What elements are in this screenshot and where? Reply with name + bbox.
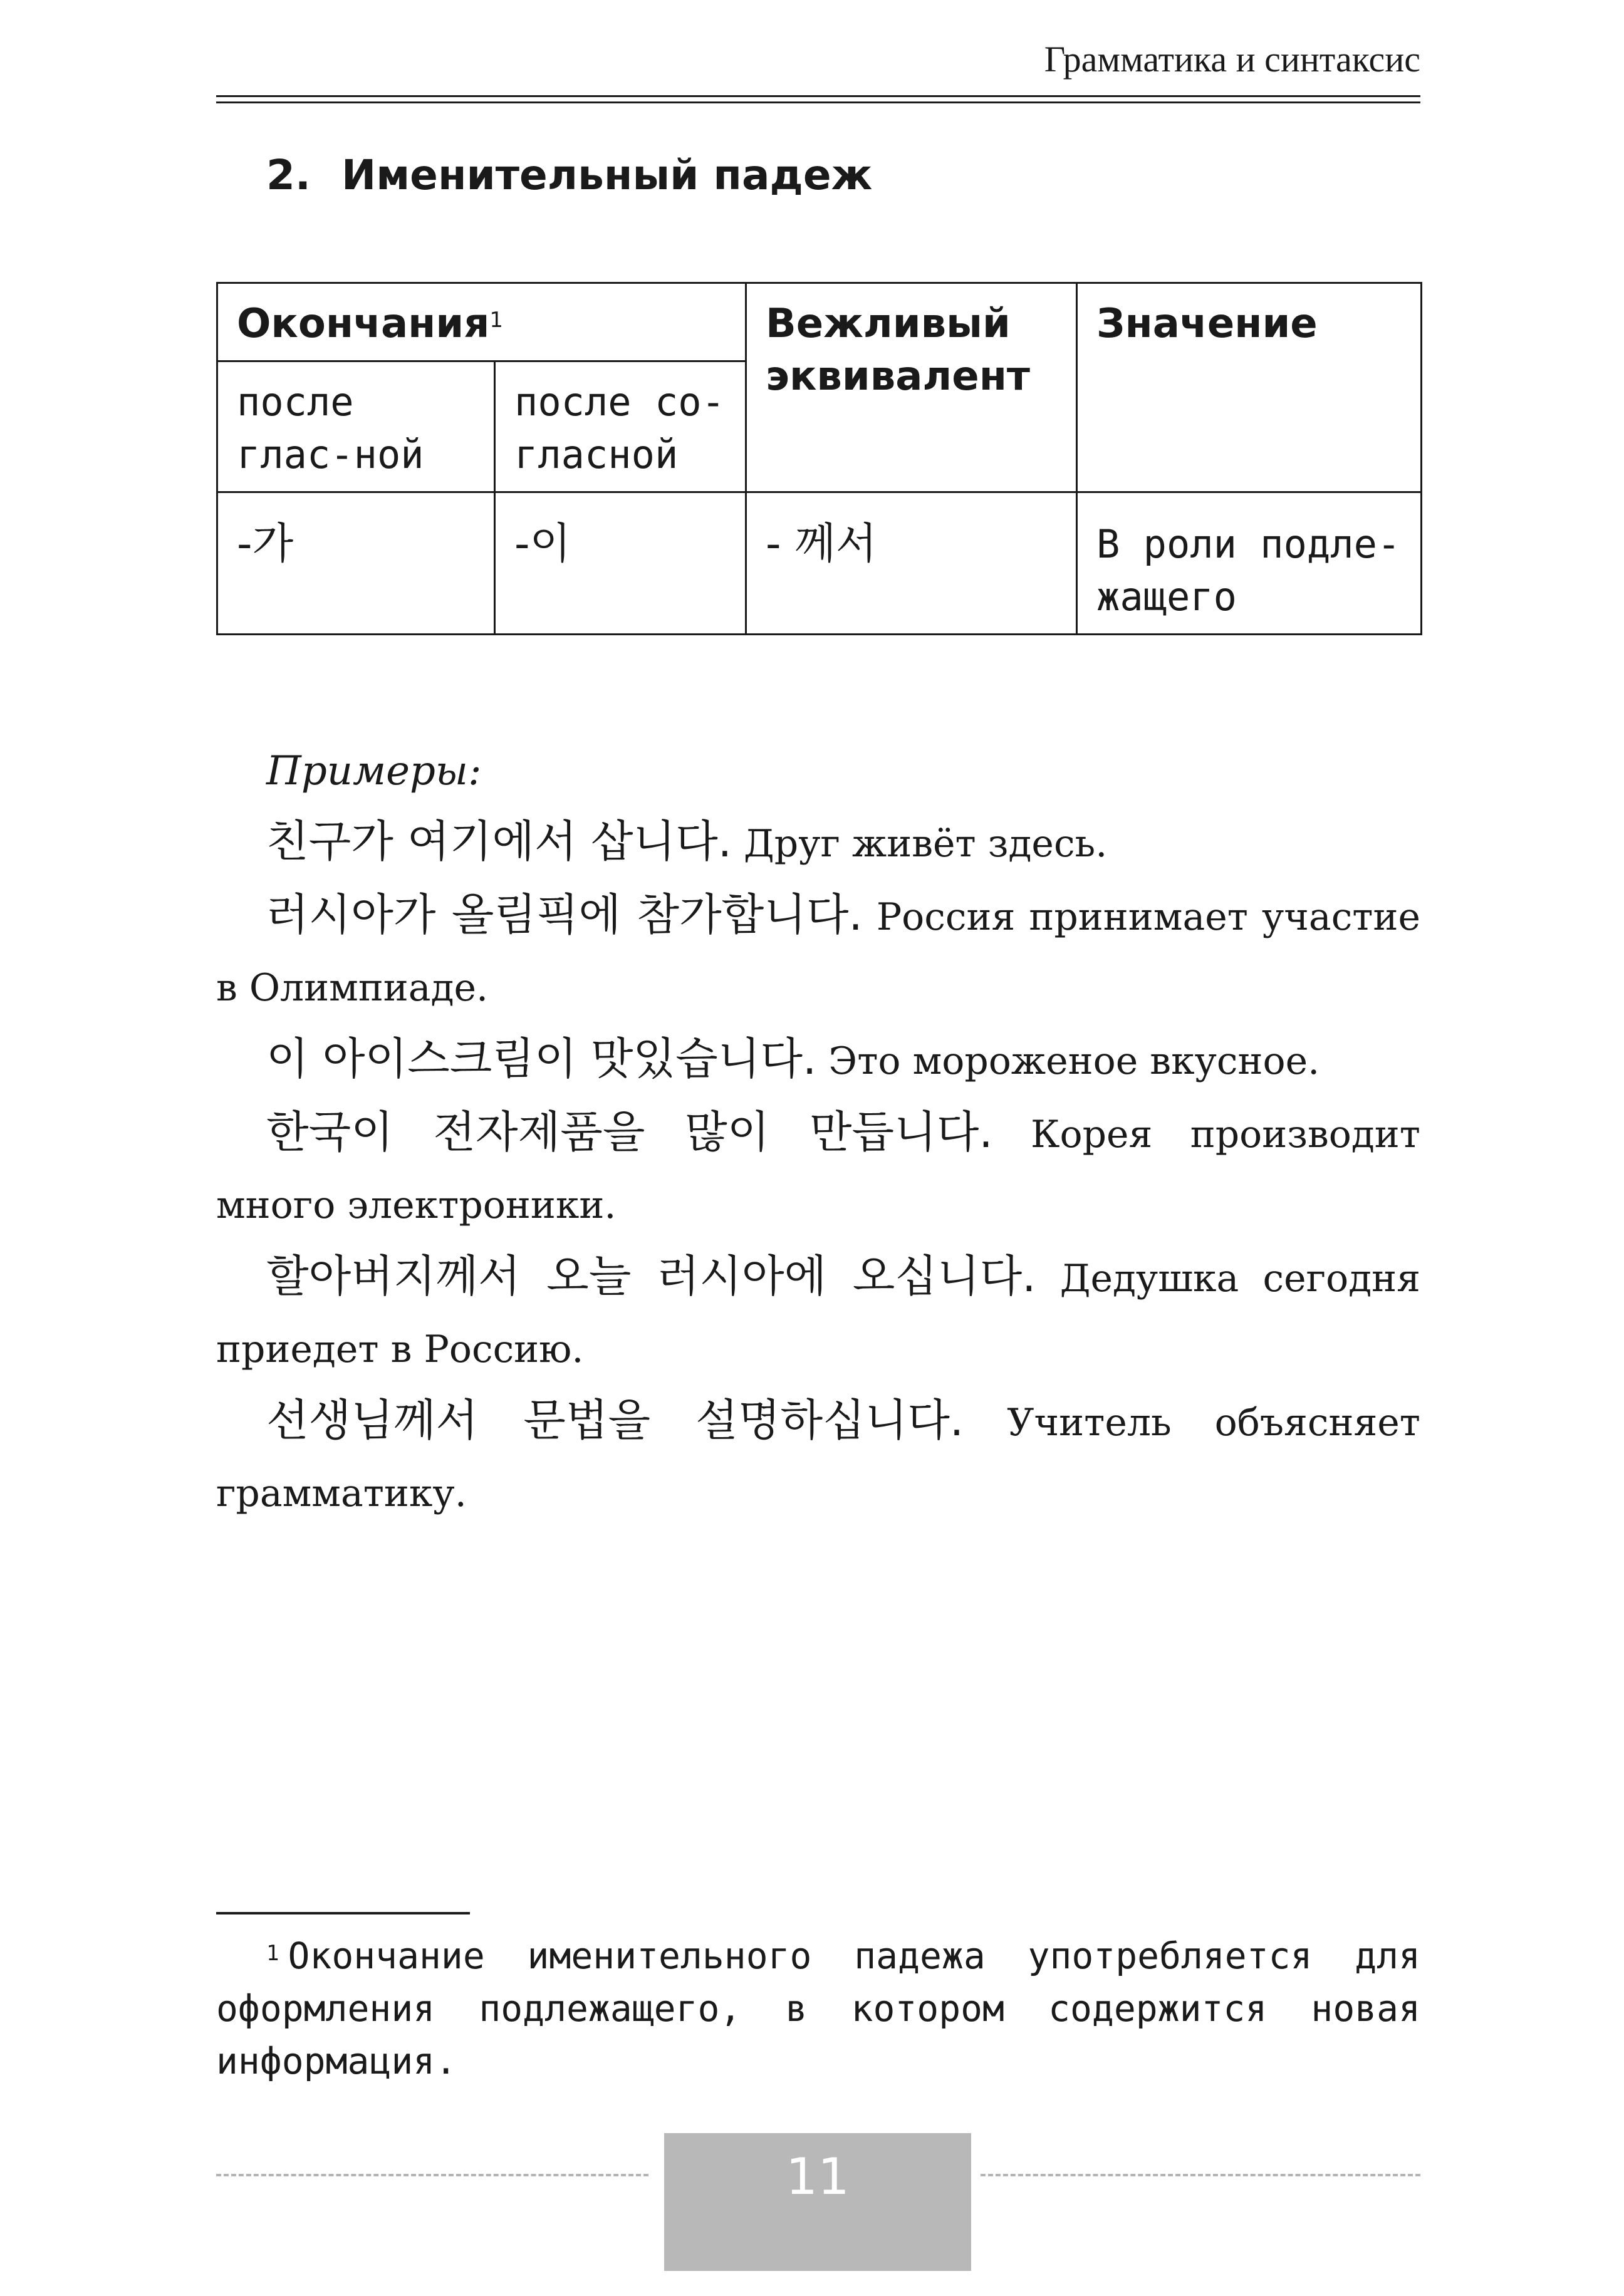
section-number: 2. <box>266 151 311 199</box>
footnote-mark: 1 <box>266 1941 279 1966</box>
header-polite-equivalent: Вежливый эквивалент <box>746 283 1077 492</box>
page-number: 11 <box>786 2148 850 2206</box>
example-item <box>216 1385 1420 1529</box>
example-translation: Учитель объясняет грамматику. <box>216 1401 1421 1515</box>
example-translation: Корея производит много электроники. <box>216 1113 1420 1227</box>
header-rule-bottom <box>216 101 1420 103</box>
header-endings <box>217 283 746 361</box>
header-rule-top <box>216 95 1420 97</box>
example-item <box>216 806 1420 880</box>
section-title: Именительный падеж <box>341 151 873 199</box>
subheader-after-consonant: после со-гласной <box>495 361 746 492</box>
footnote-rule <box>216 1912 470 1914</box>
running-header <box>216 34 1420 85</box>
footer-dashed-line-right <box>981 2174 1420 2176</box>
cell-meaning: В роли подле-жащего <box>1077 492 1422 635</box>
example-item <box>216 1097 1420 1241</box>
footer-dashed-line-left <box>216 2174 648 2176</box>
header-endings-label: Окончания <box>237 301 490 347</box>
page-number-tab <box>664 2133 971 2271</box>
cell-polite: - 께서 <box>746 492 1077 635</box>
examples-label: Примеры: <box>266 748 482 794</box>
endings-table <box>216 282 1422 635</box>
example-item <box>216 1024 1420 1097</box>
example-korean: 러시아가 올림픽에 참가합니다. <box>266 889 863 940</box>
table-header-row <box>217 283 1422 361</box>
example-translation: Россия принимает участие в Олимпиаде. <box>216 895 1420 1010</box>
cell-after-consonant: -이 <box>495 492 746 635</box>
cell-after-vowel: -가 <box>217 492 495 635</box>
example-korean: 할아버지께서 오늘 러시아에 오십니다. <box>266 1250 1036 1302</box>
example-item <box>216 1241 1420 1385</box>
example-korean: 한국이 전자제품을 많이 만듭니다. <box>266 1106 993 1158</box>
examples-section <box>216 736 1420 1529</box>
table-row <box>217 492 1422 635</box>
example-korean: 선생님께서 문법을 설명하십니다. <box>266 1395 964 1446</box>
example-item <box>216 880 1420 1024</box>
example-translation: Дедушка сегодня приедет в Россию. <box>216 1257 1420 1371</box>
footnote <box>216 1930 1420 2087</box>
example-translation: Друг живёт здесь. <box>744 822 1108 866</box>
footnote-text: Окончание именительного падежа употребляется для оформления подлежащего, в котором содержится новая информация. <box>216 1935 1420 2082</box>
running-header-title: Грамматика и синтаксис <box>1044 39 1420 80</box>
section-heading <box>266 144 872 207</box>
example-translation: Это мороженое вкусное. <box>828 1039 1320 1083</box>
subheader-after-vowel: после глас-ной <box>217 361 495 492</box>
example-korean: 친구가 여기에서 삽니다. <box>266 816 732 867</box>
example-korean: 이 아이스크림이 맛있습니다. <box>266 1033 817 1084</box>
footnote-reference: 1 <box>489 308 503 333</box>
header-meaning: Значение <box>1077 283 1422 492</box>
